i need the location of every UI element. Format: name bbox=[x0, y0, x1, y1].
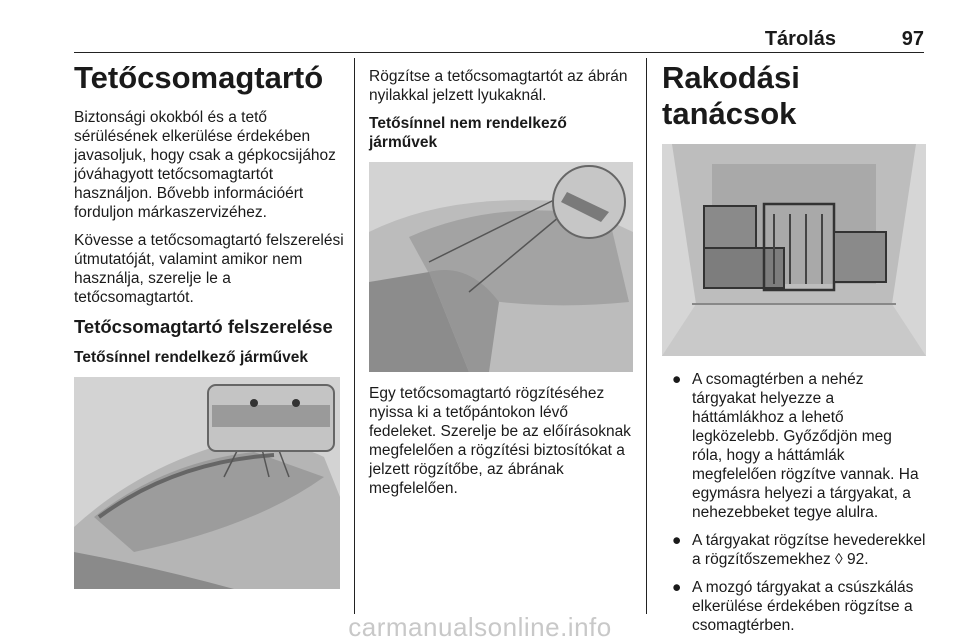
column-divider-2 bbox=[646, 58, 647, 614]
list-item bbox=[662, 531, 926, 569]
column-1 bbox=[74, 60, 344, 589]
list-item bbox=[662, 370, 926, 522]
loading-tips-list bbox=[662, 370, 926, 635]
header-divider bbox=[74, 52, 924, 53]
column-3 bbox=[662, 60, 926, 644]
cargo-area-figure bbox=[662, 144, 926, 356]
roof-rail-figure bbox=[74, 377, 340, 589]
roof-strip-figure bbox=[369, 162, 633, 372]
bullet-icon: ● bbox=[672, 579, 682, 596]
column-2 bbox=[369, 67, 637, 507]
cover-instruction: Egy tetőcsomagtartó rögzítéséhez nyissa ki a tetőpántokon lévő fedeleket. Szerelje be az előírásoknak megfelelően a rögzítési biztosítókat a jelzett rögzítőbe, az ábrának megfelelően. bbox=[369, 385, 631, 497]
loading-tips-title: Rakodási tanácsok bbox=[662, 60, 800, 131]
bullet-icon: ● bbox=[672, 532, 682, 549]
page-number: 97 bbox=[901, 28, 924, 50]
subheading-with-rails: Tetősínnel rendelkező járművek bbox=[74, 349, 309, 366]
list-item-text: A mozgó tárgyakat a csúszkálás elkerülése érdekében rögzítse a csomagtérben. bbox=[692, 579, 914, 634]
subheading-without-rails: Tetősínnel nem rendelkező járművek bbox=[369, 115, 567, 151]
list-item-text: A tárgyakat rögzítse hevederekkel a rögzítőszemekhez ◊ 92. bbox=[692, 532, 926, 568]
section-heading: Tetőcsomagtartó felszerelése bbox=[74, 316, 333, 337]
page-title: Tetőcsomagtartó bbox=[74, 60, 324, 95]
bullet-icon: ● bbox=[672, 371, 682, 388]
attach-instruction: Rögzítse a tetőcsomagtartót az ábrán nyilakkal jelzett lyukaknál. bbox=[369, 68, 628, 104]
column-divider-1 bbox=[354, 58, 355, 614]
instruction-paragraph: Kövesse a tetőcsomagtartó felszerelési útmutatóját, valamint amikor nem használja, szerelje le a tetőcsomagtartót. bbox=[74, 232, 344, 306]
section-title: Tárolás bbox=[764, 28, 836, 50]
intro-paragraph: Biztonsági okokból és a tető sérülésének elkerülése érdekében javasoljuk, hogy csak a gépkocsijához jóváhagyott tetőcsomagtartót használjon. Bővebb információért forduljon márkaszervizéhez. bbox=[74, 109, 336, 221]
watermark: carmanualsonline.info bbox=[348, 612, 612, 642]
list-item-text: A csomagtérben a nehéz tárgyakat helyezze a háttámlákhoz a lehető legközelebb. Győződjön meg róla, hogy a háttámlák megfelelően rögzítve vannak. Ha egymásra helyezi a tárgyakat, a nehezebbeket tegye alulra. bbox=[692, 371, 919, 521]
